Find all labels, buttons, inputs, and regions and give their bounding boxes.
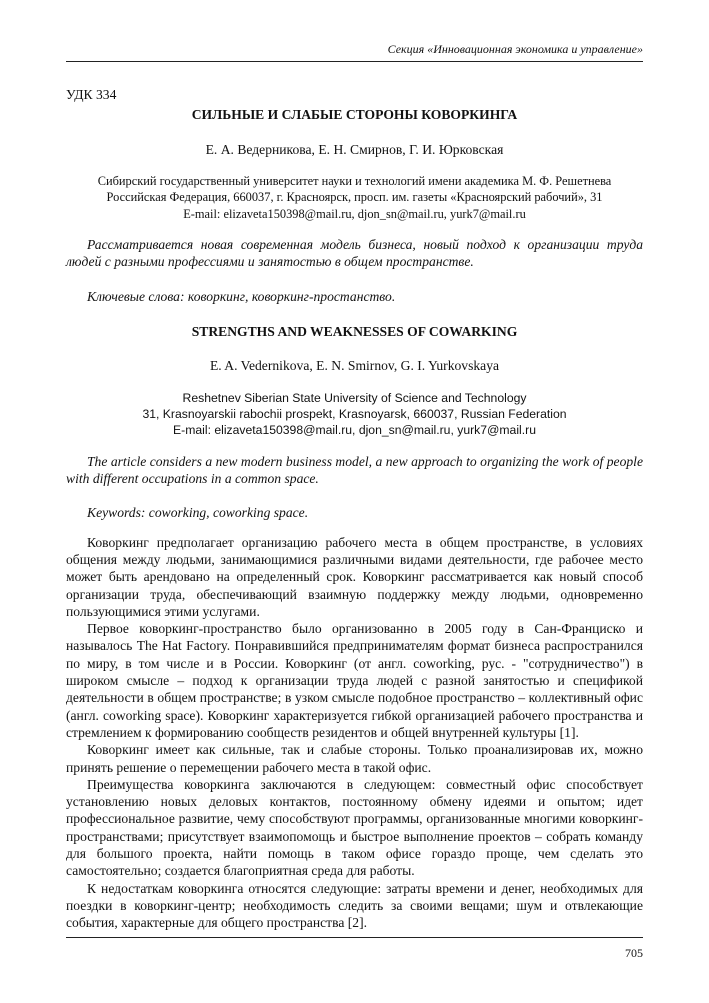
- affiliation-ru-line: Российская Федерация, 660037, г. Красноярск, просп. им. газеты «Красноярский рабочий», 31: [106, 190, 603, 205]
- authors-en: E. A. Vedernikova, E. N. Smirnov, G. I. Yurkovskaya: [209, 358, 500, 374]
- abstract-en: The article considers a new modern business model, a new approach to organizing the work of people with different occupations in a common space.: [66, 453, 643, 487]
- footer-rule: [66, 937, 643, 938]
- abstract-ru: Рассматривается новая современная модель бизнеса, новый подход к организации труда людей с разными профессиями и занятостью в общем пространстве.: [66, 237, 643, 270]
- article: [66, 86, 643, 932]
- header-rule: [66, 61, 643, 62]
- affiliation-ru-line: Сибирский государственный университет науки и технологий имени академика М. Ф. Решетнева: [97, 173, 612, 188]
- affiliation-en-email: E-mail: elizaveta150398@mail.ru, djon_sn@mail.ru, yurk7@mail.ru: [173, 423, 536, 438]
- title-ru: СИЛЬНЫЕ И СЛАБЫЕ СТОРОНЫ КОВОРКИНГА: [191, 107, 518, 123]
- body-text: [66, 534, 643, 932]
- body-paragraph: Первое коворкинг-пространство было организованно в 2005 году в Сан-Франциско и называлось The Hat Factory. Понравившийся предпринимателям формат бизнеса распространился по миру, в том числе и в России. Коворкинг (от англ. coworking, рус. - "сотрудничество") в широком смысле – подход к организации труда людей с разной занятостью и спецификой деятельности в общем пространстве; в узком смысле подобное пространство – коллективный офис (англ. coworking space). Коворкинг характеризуется гибкой организацией рабочего пространства и стремлением к формированию сообществ резидентов и общей внутренней культуры [1].: [66, 621, 643, 740]
- affiliation-en-line: Reshetnev Siberian State University of Science and Technology: [182, 390, 527, 405]
- affiliation-ru: [66, 173, 643, 222]
- running-head: Секция «Инновационная экономика и управление»: [387, 42, 643, 56]
- udk-code: УДК 334: [66, 87, 117, 102]
- keywords-ru: Ключевые слова: коворкинг, коворкинг-простанство.: [87, 288, 396, 304]
- body-paragraph: Коворкинг предполагает организацию рабочего места в общем пространстве, в условиях общения между людьми, занимающимися различными видами деятельности, где рабочее место может быть арендовано на определенный срок. Коворкинг рассматривается как новый способ организации труда, обеспечивающий взаимную поддержку между людьми, одновременно пользующимися этими услугами.: [66, 534, 643, 619]
- page-number: 705: [625, 946, 643, 960]
- affiliation-ru-email: E-mail: elizaveta150398@mail.ru, djon_sn@mail.ru, yurk7@mail.ru: [183, 206, 526, 221]
- body-paragraph: Коворкинг имеет как сильные, так и слабые стороны. Только проанализировав их, можно принять решение о перемещении рабочего места в такой офис.: [66, 742, 643, 775]
- body-paragraph: К недостаткам коворкинга относятся следующие: затраты времени и денег, необходимых для поездки в коворкинг-центр; необходимость следить за своими вещами; шум и отвлекающие события, характерные для общего пространства [2].: [66, 880, 643, 931]
- authors-ru: Е. А. Ведерникова, Е. Н. Смирнов, Г. И. Юрковская: [205, 141, 504, 157]
- keywords-en: Keywords: coworking, coworking space.: [87, 505, 309, 521]
- title-en: STRENGTHS AND WEAKNESSES OF COWARKING: [191, 324, 518, 339]
- body-paragraph: Преимущества коворкинга заключаются в следующем: совместный офис способствует установлению новых деловых контактов, постоянному обмену идеями и опытом; идет профессиональное развитие, чему способствуют программы, организованные многими коворкинг-пространствами; присутствует взаимопомощь и быстрое выполнение проектов – собрать команду для большого проекта, найти помощь в таком офисе гораздо проще, чем сделать это самостоятельно; создается благоприятная среда для работы.: [66, 776, 643, 879]
- affiliation-en-line: 31, Krasnoyarskii rabochii prospekt, Krasnoyarsk, 660037, Russian Federation: [142, 407, 567, 421]
- affiliation-en: [66, 390, 643, 439]
